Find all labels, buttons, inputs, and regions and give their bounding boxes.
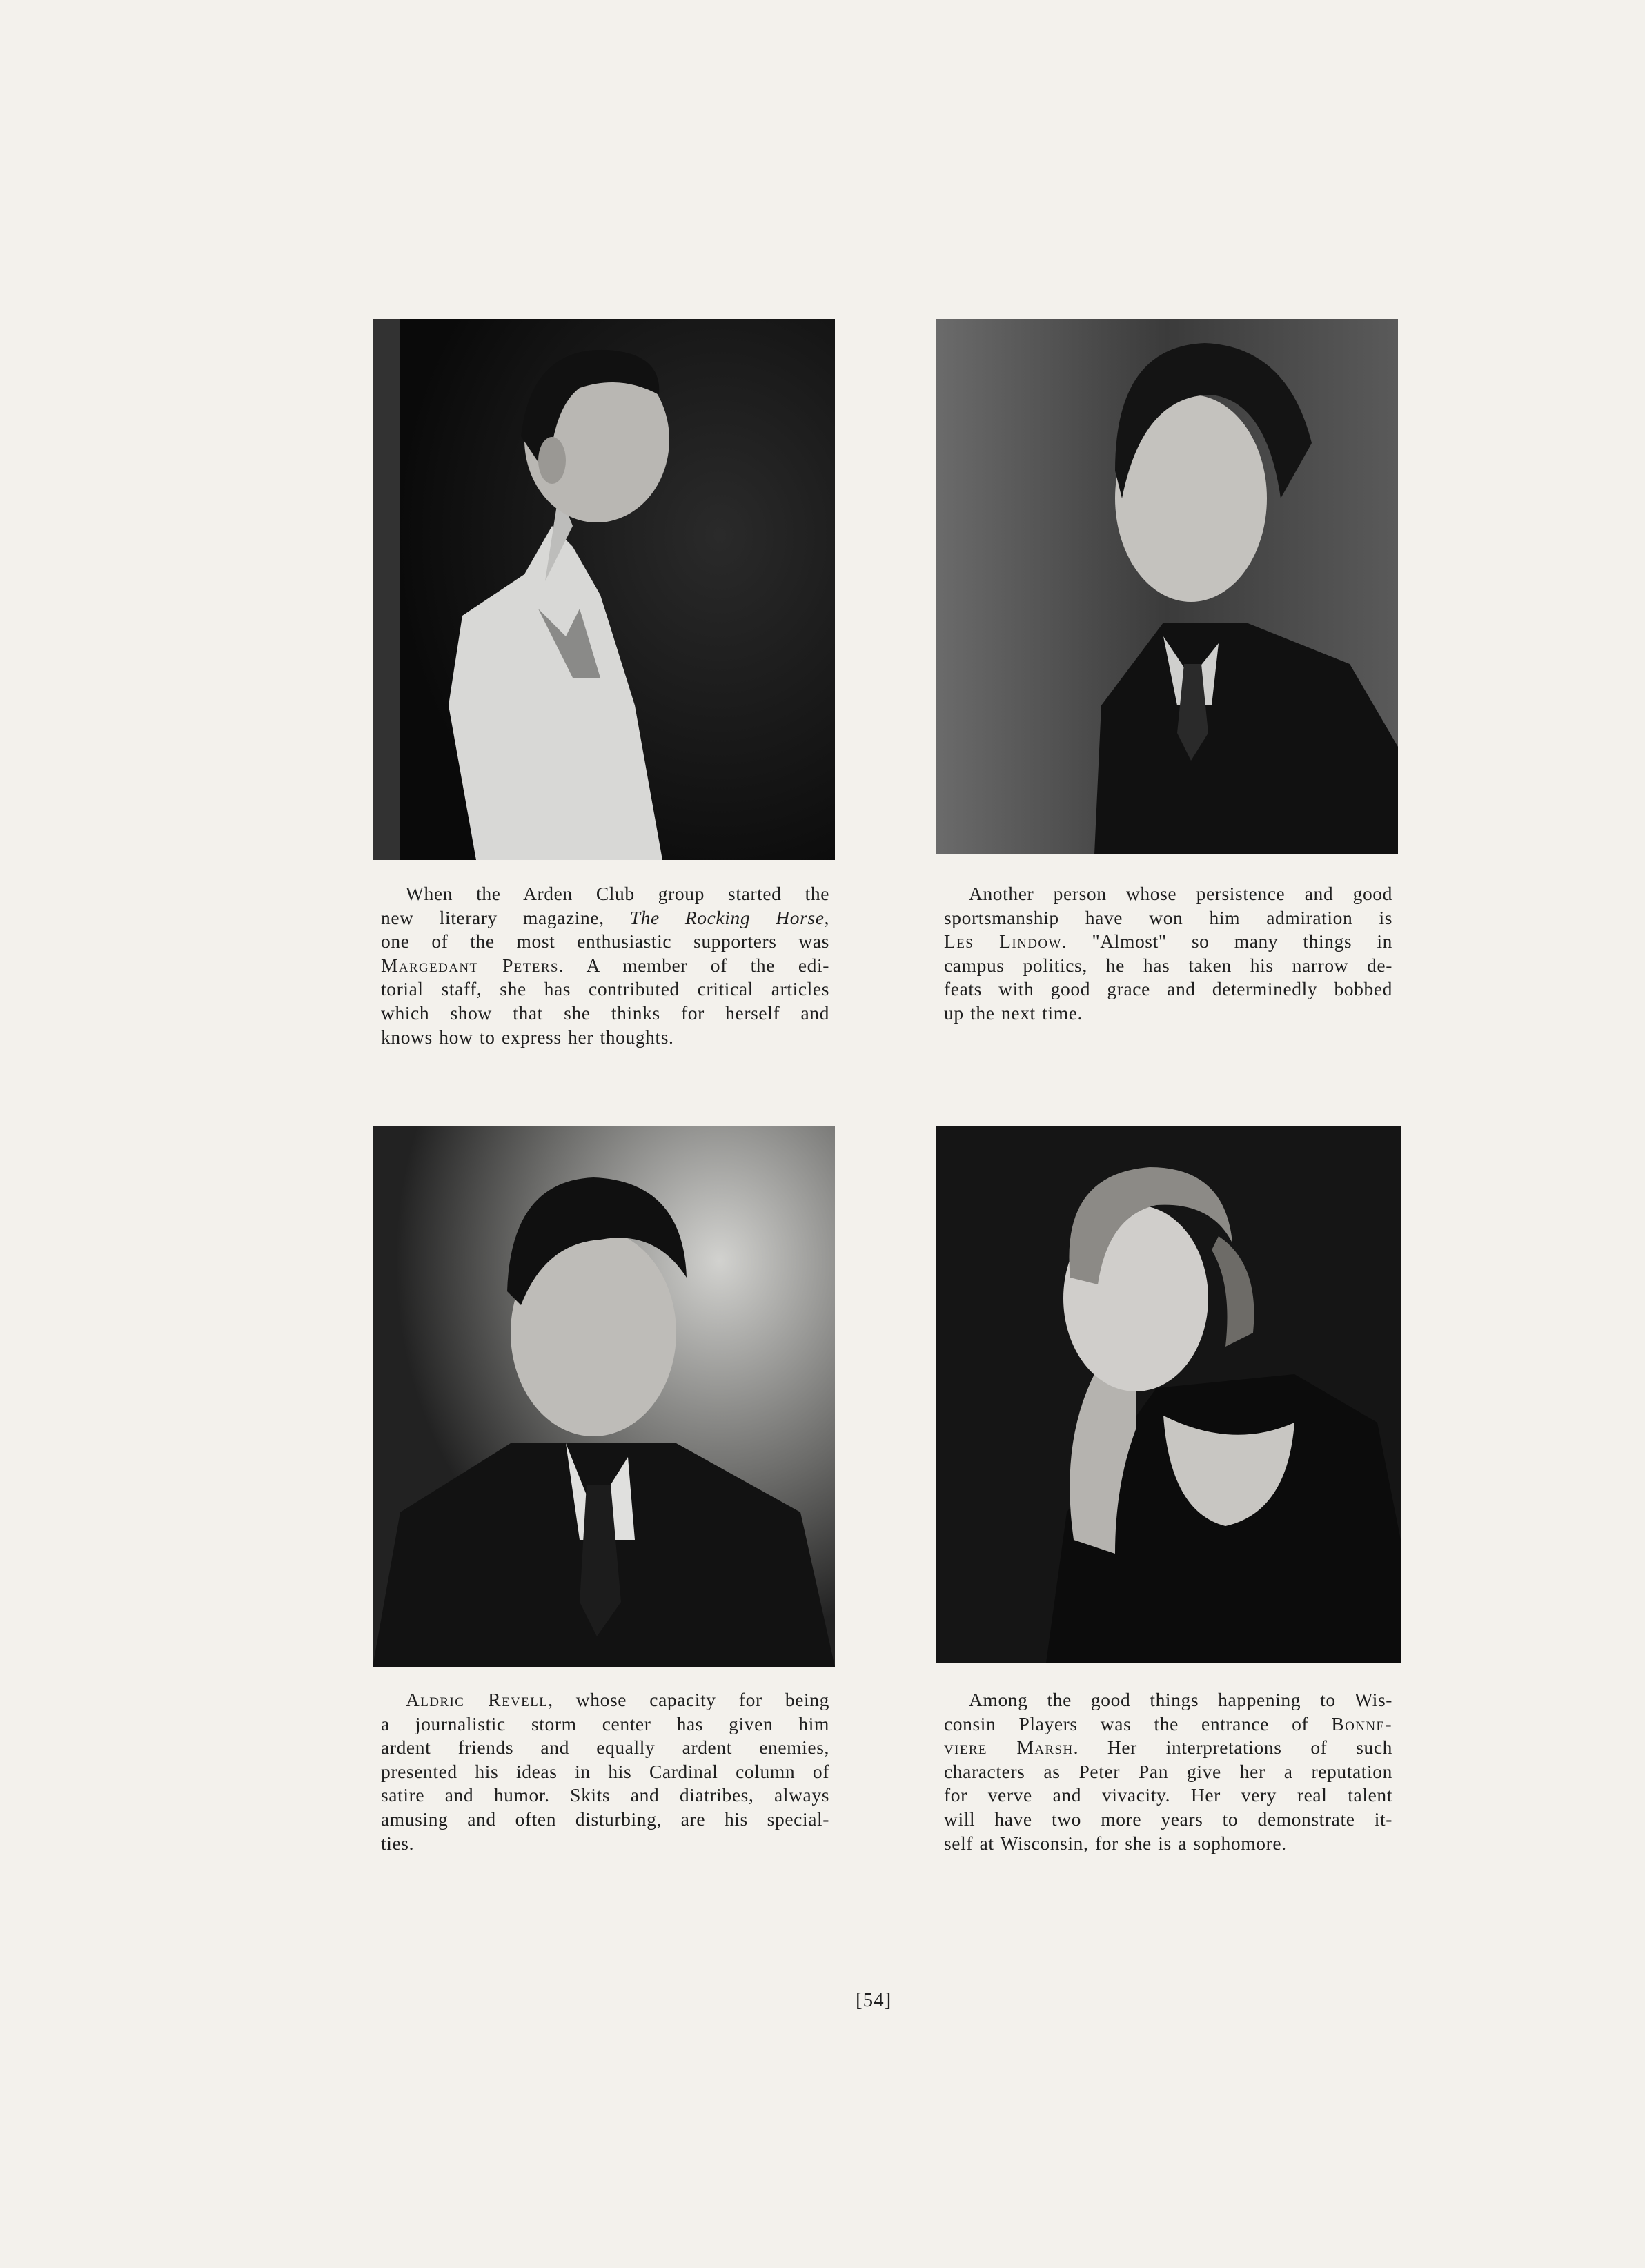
portrait-caption-les-lindow (944, 882, 1392, 1026)
caption-line: amusing and often disturbing, are his special- (381, 1808, 829, 1830)
caption-line: sportsmanship have won him admiration is (944, 906, 1392, 928)
caption-line: satire and humor. Skits and diatribes, always (381, 1784, 829, 1806)
portrait-photo-margedant-peters (373, 319, 835, 860)
caption-line: for verve and vivacity. Her very real talent (944, 1784, 1392, 1806)
person-name: Les Lindow (944, 930, 1062, 952)
caption-line: will have two more years to demonstrate it- (944, 1808, 1392, 1830)
portrait-caption-margedant-peters (381, 882, 829, 1049)
caption-line: ardent friends and equally ardent enemies, (381, 1737, 829, 1759)
caption-line: viere Marsh. Her interpretations of such (944, 1737, 1393, 1759)
caption-line: characters as Peter Pan give her a reputation (944, 1760, 1392, 1782)
caption-line: When the Arden Club group started the (406, 883, 829, 904)
portrait-photo-bonneviere-marsh (936, 1126, 1401, 1663)
caption-line: consin Players was the entrance of Bonne- (944, 1712, 1392, 1734)
caption-line: self at Wisconsin, for she is a sophomore. (944, 1832, 1287, 1854)
portrait-photo-les-lindow (936, 319, 1398, 854)
caption-line: a journalistic storm center has given him (381, 1712, 829, 1734)
caption-line: up the next time. (944, 1001, 1083, 1024)
caption-line: new literary magazine, The Rocking Horse, (381, 906, 829, 928)
caption-line: Les Lindow. "Almost" so many things in (944, 930, 1392, 952)
caption-line: presented his ideas in his Cardinal column of (381, 1760, 829, 1782)
caption-line: Aldric Revell, whose capacity for being (406, 1689, 829, 1710)
page-number: [54] (856, 1989, 892, 2011)
caption-line: campus politics, he has taken his narrow de- (944, 954, 1392, 976)
caption-line: Another person whose persistence and good (969, 883, 1392, 904)
caption-line: which show that she thinks for herself and (381, 1001, 829, 1024)
person-name: Margedant Peters (381, 954, 559, 976)
portrait-caption-aldric-revell (381, 1688, 829, 1855)
caption-line: Margedant Peters. A member of the edi- (381, 954, 829, 976)
caption-line: knows how to express her thoughts. (381, 1026, 674, 1048)
portrait-caption-bonneviere-marsh (944, 1688, 1392, 1855)
person-name: Aldric Revell (406, 1689, 549, 1710)
person-name: Bonne- (1331, 1712, 1392, 1734)
caption-line: Among the good things happening to Wis- (969, 1689, 1392, 1710)
caption-line: feats with good grace and determinedly bobbed (944, 978, 1392, 1000)
caption-line: ties. (381, 1832, 415, 1854)
caption-line: torial staff, she has contributed critical articles (381, 978, 829, 1000)
portrait-photo-aldric-revell (373, 1126, 835, 1667)
caption-line: one of the most enthusiastic supporters was (381, 930, 829, 952)
magazine-title: The Rocking Horse (629, 906, 825, 928)
person-name: viere Marsh (944, 1737, 1074, 1759)
